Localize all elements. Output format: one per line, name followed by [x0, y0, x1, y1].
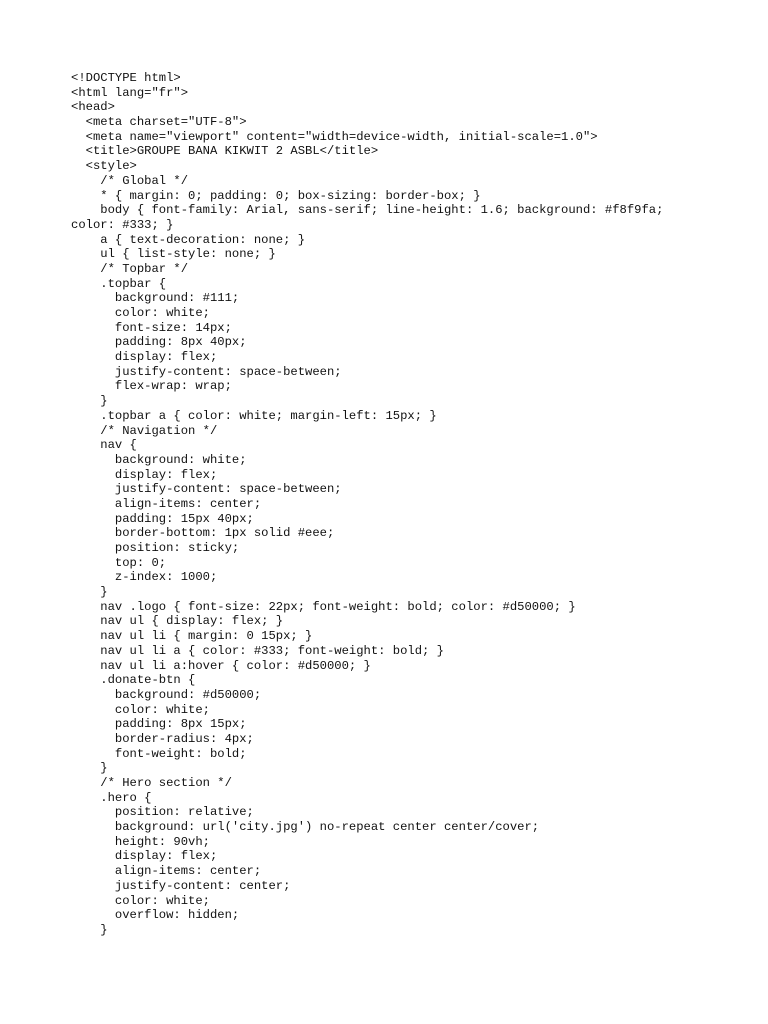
code-line: /* Navigation */ — [71, 423, 218, 438]
code-line: nav ul li a:hover { color: #d50000; } — [71, 658, 371, 673]
code-line: display: flex; — [71, 350, 218, 365]
code-line: } — [71, 761, 108, 776]
code-line: background: white; — [71, 452, 247, 467]
code-line: <meta name="viewport" content="width=device-width, initial-scale=1.0"> — [71, 129, 598, 144]
code-line: ul { list-style: none; } — [71, 247, 276, 262]
code-line: <head> — [71, 100, 115, 115]
code-line: .topbar a { color: white; margin-left: 15px; } — [71, 408, 437, 423]
code-line: display: flex; — [71, 849, 218, 864]
code-line: nav ul { display: flex; } — [71, 614, 284, 629]
document-page — [71, 71, 761, 938]
code-line: justify-content: space-between; — [71, 364, 342, 379]
code-line: nav ul li a { color: #333; font-weight: bold; } — [71, 643, 444, 658]
code-line: body { font-family: Arial, sans-serif; line-height: 1.6; background: #f8f9fa; — [71, 203, 664, 218]
code-line: justify-content: center; — [71, 878, 291, 893]
code-line: color: #333; } — [71, 217, 174, 232]
code-line: font-weight: bold; — [71, 746, 247, 761]
code-line: <!DOCTYPE html> — [71, 71, 181, 85]
code-line: nav .logo { font-size: 22px; font-weight: bold; color: #d50000; } — [71, 599, 576, 614]
code-line: flex-wrap: wrap; — [71, 379, 232, 394]
code-line: color: white; — [71, 702, 210, 717]
code-line: <style> — [71, 159, 137, 174]
code-line: .topbar { — [71, 276, 167, 291]
code-line: <title>GROUPE BANA KIKWIT 2 ASBL</title> — [71, 144, 379, 159]
code-line: z-index: 1000; — [71, 570, 218, 585]
code-line: } — [71, 585, 108, 600]
code-line: background: #d50000; — [71, 687, 262, 702]
code-line: <html lang="fr"> — [71, 85, 189, 100]
code-line: top: 0; — [71, 555, 167, 570]
code-line: /* Topbar */ — [71, 261, 189, 276]
code-line: * { margin: 0; padding: 0; box-sizing: border-box; } — [71, 188, 481, 203]
code-line: background: #111; — [71, 291, 240, 306]
code-line: font-size: 14px; — [71, 320, 232, 335]
code-line: padding: 8px 15px; — [71, 717, 247, 732]
code-line: position: sticky; — [71, 541, 240, 555]
code-line: position: relative; — [71, 805, 254, 820]
code-line: background: url('city.jpg') no-repeat center center/cover; — [71, 820, 540, 835]
code-line: display: flex; — [71, 467, 218, 482]
code-line: padding: 15px 40px; — [71, 511, 254, 526]
code-line: padding: 8px 40px; — [71, 335, 247, 350]
code-line: align-items: center; — [71, 496, 262, 511]
code-line: border-bottom: 1px solid #eee; — [71, 526, 335, 541]
code-line: a { text-decoration: none; } — [71, 232, 306, 247]
code-line: /* Hero section */ — [71, 776, 232, 790]
code-line: height: 90vh; — [71, 834, 210, 849]
code-line: } — [71, 922, 108, 937]
code-line: color: white; — [71, 306, 210, 320]
code-line: } — [71, 394, 108, 409]
code-line: nav ul li { margin: 0 15px; } — [71, 629, 313, 644]
code-line: <meta charset="UTF-8"> — [71, 115, 247, 130]
code-line: nav { — [71, 438, 137, 453]
code-line: justify-content: space-between; — [71, 482, 342, 497]
code-line: overflow: hidden; — [71, 908, 240, 923]
code-line: color: white; — [71, 893, 210, 908]
code-line: border-radius: 4px; — [71, 731, 254, 746]
code-line: .donate-btn { — [71, 673, 196, 688]
code-line: align-items: center; — [71, 864, 262, 879]
code-line: .hero { — [71, 790, 152, 805]
code-block — [71, 71, 761, 938]
code-line: /* Global */ — [71, 173, 189, 188]
